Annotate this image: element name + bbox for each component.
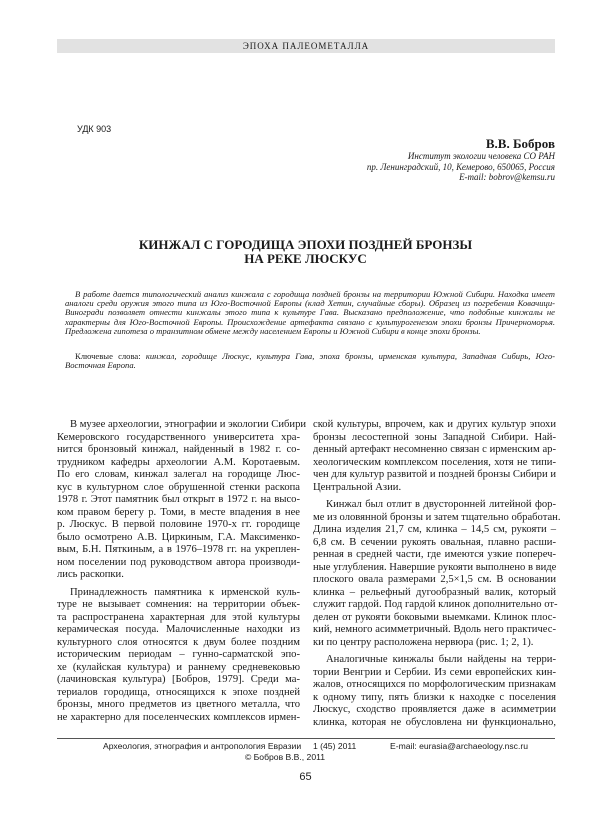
- udk-code: УДК 903: [77, 124, 112, 134]
- text-line: не характерно для поселенческих комплексов ирмен-: [57, 711, 300, 723]
- text-line: Аналогичные кинжалы были найдены на терри-: [326, 654, 556, 665]
- page-number: 65: [299, 771, 312, 783]
- text-line: вым, Б.Н. Пяткиным, а в 1976–1978 гг. на укреплен-: [57, 544, 300, 555]
- text-line: туре не вызывает сомнения: на территории объек-: [57, 599, 300, 610]
- keywords: [65, 352, 555, 371]
- text-line: нится бронзовый кинжал, найденный в 1982 г. со-: [57, 444, 300, 455]
- text-line: ком правом берегу р. Томи, в месте впадения в нее: [57, 506, 300, 518]
- text-line: культурного слоя относятся к двум более поздним: [57, 636, 300, 648]
- article-title: [0, 238, 611, 265]
- text-line: (лачиновская культура) [Бобров, 1979]. Среди ма-: [57, 674, 300, 685]
- text-line: ные углубления. Навершие рукояти выполнено в виде: [313, 561, 557, 573]
- footer-email: E-mail: eurasia@archaeology.nsc.ru: [390, 741, 529, 751]
- text-line: клинка – рельефный дугообразный валик, который: [313, 586, 556, 598]
- author-block: [367, 136, 555, 183]
- text-line: служит гардой. Под гардой клинок дополнительно от-: [313, 599, 558, 610]
- text-line: керамическая посуда. Малочисленные находки из: [57, 624, 300, 635]
- author-email: E-mail: bobrov@kemsu.ru: [459, 172, 555, 182]
- text-line: лись раскопки.: [57, 569, 124, 580]
- text-line: та распространена характерная для этой культуры: [57, 611, 300, 623]
- text-line: чен для культур развитой и поздней бронзы Сибири и: [313, 469, 556, 480]
- text-line: тории Венгрии и Сербии. Из семи европейских кин-: [313, 666, 556, 678]
- text-line: жалов, относящихся по морфологическим признакам: [313, 679, 556, 690]
- text-line: плоского овала размерами 2,5×1,5 см. В основании: [313, 574, 556, 585]
- section-title: ЭПОХА ПАЛЕОМЕТАЛЛА: [242, 41, 370, 51]
- text-line: р. Люскус. В первой половине 1970-х гг. городище: [57, 519, 300, 530]
- text-line: историческим периодам – гунно-сарматской эпо-: [57, 649, 300, 660]
- text-line: хеологическим комплексом поселения, хотя не типи-: [313, 456, 556, 468]
- text-line: ном поселении под руководством автора производи-: [57, 556, 300, 568]
- title-line-2: НА РЕКЕ ЛЮСКУС: [244, 250, 367, 266]
- footer-copyright: © Бобров В.В., 2011: [244, 752, 326, 762]
- text-line: бронзы, много предметов из цветного металла, что: [57, 699, 300, 710]
- text-line: клинка, которая не обусловлена ни функционально,: [313, 716, 556, 728]
- text-line: 6,8 см. В сечении рукоять овальная, плавно расши-: [313, 536, 556, 548]
- body-column-right: [313, 419, 561, 729]
- text-line: кус в культурном слое обрушенной стенки раскопа: [57, 481, 300, 493]
- text-line: Центральной Азии.: [313, 481, 402, 493]
- text-line: к одному типу, пять близки к находке с поселения: [313, 691, 556, 703]
- text-line: Люскус, сходство проявляется даже в асимметрии: [313, 704, 556, 715]
- text-line: ме из оловянной бронзы и затем тщательно обработан.: [313, 511, 561, 523]
- text-line: ки по центру расположена нервюра (рис. 1; 2, 1).: [313, 636, 534, 648]
- author-affiliation: Институт экологии человека СО РАН: [407, 151, 555, 161]
- text-line: делен от рукояти боковыми выемками. Клинок плос-: [313, 611, 556, 623]
- text-line: Кемеровского государственного университета хра-: [57, 431, 300, 443]
- text-line: ской культуры, впрочем, как и других культур эпохи: [313, 419, 556, 430]
- text-line: В музее археологии, этнографии и экологии Сибири: [70, 419, 307, 430]
- keywords-text: кинжал, городище Люскус, культура Гава, эпоха бронзы, ирменская культура, Западная Сибирь, Юго-Восточная Европа.: [65, 351, 555, 371]
- text-line: трудником кафедры археологии А.М. Коротаевым.: [57, 456, 300, 468]
- text-line: было осмотрено А.В. Циркиным, Г.А. Максименко-: [57, 531, 300, 543]
- text-line: териалов городища, относящихся к эпохе поздней: [57, 686, 300, 698]
- text-line: Кинжал был отлит в двусторонней литейной фор-: [326, 499, 556, 510]
- keywords-label: Ключевые слова:: [75, 351, 141, 361]
- author-address: пр. Ленинградский, 10, Кемерово, 650065, Россия: [366, 161, 555, 172]
- text-line: По его словам, кинжал залегал на городище Люс-: [57, 469, 300, 480]
- section-header: [57, 39, 555, 53]
- title-line-1: КИНЖАЛ С ГОРОДИЩА ЭПОХИ ПОЗДНЕЙ БРОНЗЫ: [138, 237, 473, 252]
- text-line: кий, немного асимметричный. Вдоль него практичес-: [313, 624, 556, 635]
- author-name: В.В. Бобров: [485, 136, 555, 151]
- footer-journal: Археология, этнография и антропология Евразии: [103, 741, 302, 751]
- text-line: 1978 г. Этот памятник был открыт в 1972 г. на высо-: [57, 494, 300, 505]
- text-line: денный артефакт несомненно связан с ирменским ар-: [313, 444, 556, 455]
- text-line: бронзы лесостепной зоны Западной Сибири. Най-: [313, 431, 556, 443]
- body-column-left: [57, 419, 307, 724]
- text-line: Длина изделия 21,7 см, клинка – 14,5 см, рукояти –: [313, 524, 556, 535]
- text-line: ренная в средней части, где имеются узкие попереч-: [313, 549, 556, 560]
- abstract: В работе дается типологический анализ кинжала с городища поздней бронзы на территории Южной Сибири. Находка имеет аналоги среди оружия этого типа из Юго-Восточной Европы (клад Хетин, случайные сборы). Образец из погребения Ковачици-Виногради позволяет отнести кинжалы этого типа к культуре Гава. Высказано предположение, что подобные кинжалы не характерны для Юго-Восточной Европы. Происхождение артефакта связано с культурогенезом эпохи бронзы Причерноморья. Предложена гипотеза о транзитном обмене между населением Европы и Южной Сибири в конце эпохи бронзы.: [65, 289, 555, 336]
- text-line: хе (кулайская культура) и раннему средневековью: [57, 661, 300, 673]
- footer-issue: 1 (45) 2011: [313, 741, 357, 751]
- footer-divider: [57, 738, 555, 739]
- text-line: Принадлежность памятника к ирменской куль-: [70, 586, 300, 598]
